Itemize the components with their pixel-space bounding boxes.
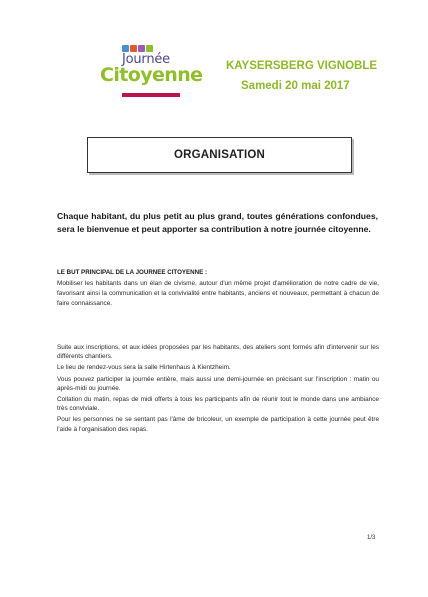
header-date: Samedi 20 mai 2017 [241, 80, 350, 92]
intro-paragraph: Chaque habitant, du plus petit au plus grand, toutes générations confondues, sera le bienvenue et peut apporter sa contribution à notre journée citoyenne. [57, 211, 378, 234]
logo-people-icon [122, 45, 153, 52]
journee-citoyenne-logo [100, 45, 203, 103]
logo-line1: Journée [122, 52, 170, 67]
section-title: ORGANISATION [174, 149, 265, 161]
paragraph: Vous pouvez participer la journée entière, mais aussi une demi-journée en précisant sur l'inscription : matin ou après-midi ou journée. [57, 375, 379, 392]
paragraph: Collation du matin, repas de midi offerts à tous les participants afin de réunir tout le monde dans une ambiance très conviviale. [57, 396, 379, 413]
page-number: 1/3 [367, 535, 376, 541]
paragraph: Pour les personnes ne se sentant pas l'âme de bricoleur, un exemple de participation à cette journée peut être l'aide à l'organisation des repas. [57, 416, 379, 433]
paragraph: Le lieu de rendez-vous sera la salle Hirtenhaus à Kientzheim. [57, 364, 231, 372]
section-title-box [87, 137, 352, 173]
logo-underline [122, 93, 180, 97]
goal-body: Mobiliser les habitants dans un élan de civisme, autour d'un même projet d'amélioration de notre cadre de vie, favorisant ainsi la communication et la convivialité entre habitants, anciens et nouveaux, permettant à chacun de faire connaissance. [57, 280, 379, 307]
goal-heading: LE BUT PRINCIPAL DE LA JOURNEE CITOYENNE : [57, 269, 208, 276]
paragraphs-block [57, 343, 379, 436]
logo-line2: Citoyenne [100, 64, 203, 86]
header-title: KAYSERSBERG VIGNOBLE [226, 60, 378, 72]
paragraph: Suite aux inscriptions, et aux idées proposées par les habitants, des ateliers sont formés afin d'intervenir sur les différents chantiers. [57, 344, 379, 361]
